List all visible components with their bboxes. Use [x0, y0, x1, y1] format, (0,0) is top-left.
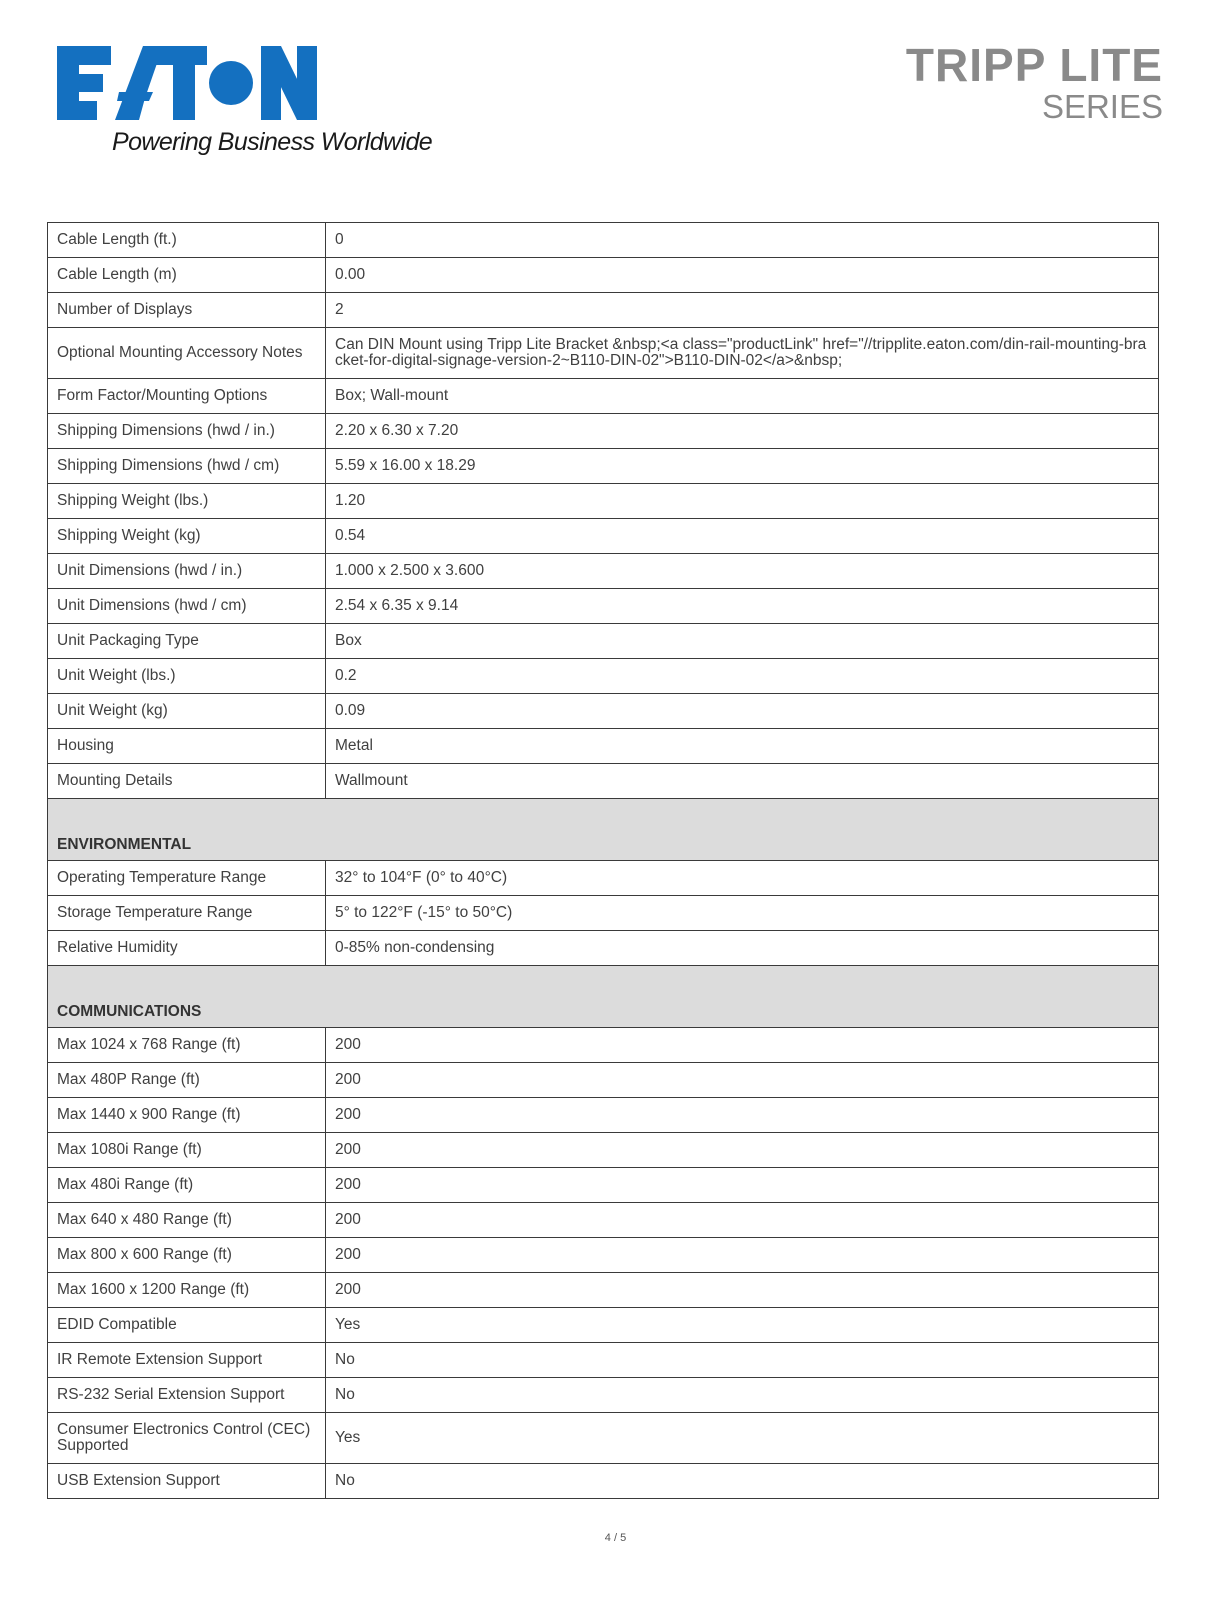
- table-row: [48, 1464, 1159, 1499]
- spec-label: Optional Mounting Accessory Notes: [48, 328, 326, 379]
- spec-label: Max 800 x 600 Range (ft): [48, 1238, 326, 1273]
- spec-value: 200: [326, 1168, 1159, 1203]
- spec-label: Consumer Electronics Control (CEC) Supported: [48, 1413, 326, 1464]
- spec-value: Wallmount: [326, 764, 1159, 799]
- spec-label: Unit Dimensions (hwd / in.): [48, 554, 326, 589]
- spec-label: Unit Packaging Type: [48, 624, 326, 659]
- spec-value: 5° to 122°F (-15° to 50°C): [326, 896, 1159, 931]
- table-row: [48, 589, 1159, 624]
- spec-value: Can DIN Mount using Tripp Lite Bracket &nbsp;<a class="productLink" href="//tripplite.eaton.com/din-rail-mounting-bracket-for-digital-signage-version-2~B110-DIN-02">B110-DIN-02</a>&nbsp;: [326, 328, 1159, 379]
- spec-label: IR Remote Extension Support: [48, 1343, 326, 1378]
- table-row: [48, 1378, 1159, 1413]
- table-row: [48, 1238, 1159, 1273]
- spec-value: 2: [326, 293, 1159, 328]
- spec-value: 1.000 x 2.500 x 3.600: [326, 554, 1159, 589]
- spec-label: Max 1024 x 768 Range (ft): [48, 1028, 326, 1063]
- table-row: [48, 258, 1159, 293]
- tagline: Powering Business Worldwide: [112, 128, 433, 156]
- series-line-2: SERIES: [1041, 88, 1163, 125]
- spec-value: 200: [326, 1238, 1159, 1273]
- table-row: [48, 554, 1159, 589]
- table-row: [48, 694, 1159, 729]
- page-number: 4 / 5: [604, 1532, 627, 1544]
- table-row: [48, 1343, 1159, 1378]
- table-row: [48, 293, 1159, 328]
- section-header-row: [48, 799, 1159, 861]
- spec-label: Number of Displays: [48, 293, 326, 328]
- table-row: [48, 931, 1159, 966]
- spec-label: Max 480i Range (ft): [48, 1168, 326, 1203]
- spec-label: Max 1440 x 900 Range (ft): [48, 1098, 326, 1133]
- table-row: [48, 1308, 1159, 1343]
- spec-value: 200: [326, 1203, 1159, 1238]
- table-row: [48, 1203, 1159, 1238]
- spec-table: [47, 222, 1159, 1499]
- table-row: [48, 484, 1159, 519]
- spec-value: No: [326, 1378, 1159, 1413]
- spec-label: Shipping Dimensions (hwd / cm): [48, 449, 326, 484]
- spec-value: Box; Wall-mount: [326, 379, 1159, 414]
- spec-value: Yes: [326, 1413, 1159, 1464]
- spec-label: RS-232 Serial Extension Support: [48, 1378, 326, 1413]
- spec-value: 0.00: [326, 258, 1159, 293]
- section-title: ENVIRONMENTAL: [48, 799, 1159, 861]
- spec-value: 200: [326, 1133, 1159, 1168]
- table-row: [48, 379, 1159, 414]
- spec-value: 200: [326, 1063, 1159, 1098]
- spec-value: No: [326, 1343, 1159, 1378]
- spec-value: 5.59 x 16.00 x 18.29: [326, 449, 1159, 484]
- table-row: [48, 1273, 1159, 1308]
- spec-label: Shipping Dimensions (hwd / in.): [48, 414, 326, 449]
- spec-label: Unit Weight (kg): [48, 694, 326, 729]
- spec-label: Max 480P Range (ft): [48, 1063, 326, 1098]
- spec-label: Storage Temperature Range: [48, 896, 326, 931]
- table-row: [48, 764, 1159, 799]
- table-row: [48, 223, 1159, 258]
- table-row: [48, 896, 1159, 931]
- spec-label: Max 1080i Range (ft): [48, 1133, 326, 1168]
- table-row: [48, 414, 1159, 449]
- table-row: [48, 861, 1159, 896]
- spec-value: 0: [326, 223, 1159, 258]
- spec-value: 1.20: [326, 484, 1159, 519]
- table-row: [48, 624, 1159, 659]
- spec-value: 32° to 104°F (0° to 40°C): [326, 861, 1159, 896]
- spec-label: Unit Dimensions (hwd / cm): [48, 589, 326, 624]
- spec-value: 0.54: [326, 519, 1159, 554]
- spec-value: 2.54 x 6.35 x 9.14: [326, 589, 1159, 624]
- section-header-row: [48, 966, 1159, 1028]
- table-row: [48, 1028, 1159, 1063]
- spec-value: 0.2: [326, 659, 1159, 694]
- table-row: [48, 1413, 1159, 1464]
- spec-label: Max 640 x 480 Range (ft): [48, 1203, 326, 1238]
- spec-value: 200: [326, 1273, 1159, 1308]
- tripp-lite-series-logo: [906, 40, 1163, 124]
- spec-label: Operating Temperature Range: [48, 861, 326, 896]
- table-row: [48, 328, 1159, 379]
- spec-label: Unit Weight (lbs.): [48, 659, 326, 694]
- spec-label: Mounting Details: [48, 764, 326, 799]
- spec-value: 200: [326, 1028, 1159, 1063]
- spec-label: Shipping Weight (kg): [48, 519, 326, 554]
- spec-label: Max 1600 x 1200 Range (ft): [48, 1273, 326, 1308]
- spec-label: Housing: [48, 729, 326, 764]
- table-row: [48, 1133, 1159, 1168]
- spec-label: Cable Length (m): [48, 258, 326, 293]
- spec-value: 2.20 x 6.30 x 7.20: [326, 414, 1159, 449]
- table-row: [48, 519, 1159, 554]
- spec-label: EDID Compatible: [48, 1308, 326, 1343]
- section-title: COMMUNICATIONS: [48, 966, 1159, 1028]
- spec-label: Shipping Weight (lbs.): [48, 484, 326, 519]
- series-line-1: TRIPP LITE: [905, 39, 1163, 91]
- table-row: [48, 1063, 1159, 1098]
- table-row: [48, 659, 1159, 694]
- spec-value: 0.09: [326, 694, 1159, 729]
- table-row: [48, 1098, 1159, 1133]
- spec-value: Metal: [326, 729, 1159, 764]
- spec-value: No: [326, 1464, 1159, 1499]
- table-row: [48, 449, 1159, 484]
- spec-label: USB Extension Support: [48, 1464, 326, 1499]
- table-row: [48, 729, 1159, 764]
- spec-value: 200: [326, 1098, 1159, 1133]
- spec-value: Box: [326, 624, 1159, 659]
- spec-value: 0-85% non-condensing: [326, 931, 1159, 966]
- spec-label: Relative Humidity: [48, 931, 326, 966]
- spec-label: Form Factor/Mounting Options: [48, 379, 326, 414]
- eaton-logo: [57, 46, 317, 120]
- spec-label: Cable Length (ft.): [48, 223, 326, 258]
- spec-value: Yes: [326, 1308, 1159, 1343]
- table-row: [48, 1168, 1159, 1203]
- page-header: [0, 0, 1231, 200]
